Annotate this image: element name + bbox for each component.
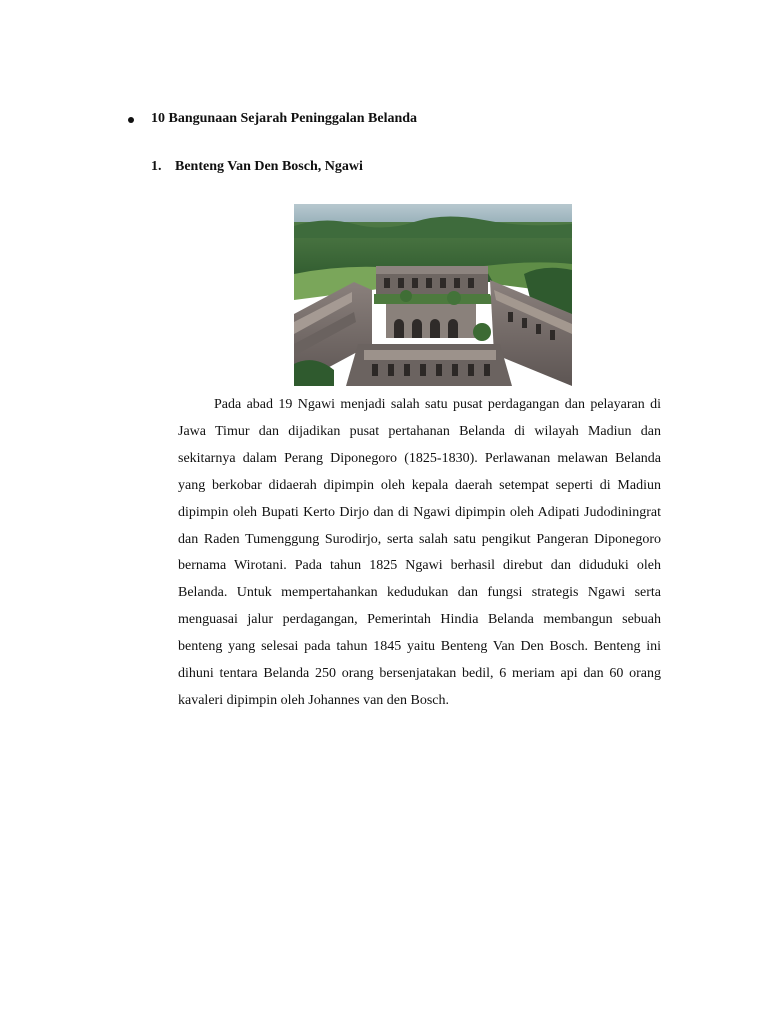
body-paragraph: Pada abad 19 Ngawi menjadi salah satu pusat perdagangan dan pelayaran di Jawa Timur dan dijadikan pusat pertahanan Belanda di wilayah Madiun dan sekitarnya dalam Perang Diponegoro (1825-1830). Perlawanan melawan Belanda yang berkobar didaerah dipimpin oleh kepala daerah setempat seperti di Madiun dipimpin oleh Bupati Kerto Dirjo dan di Ngawi dipimpin oleh Adipati Judodiningrat dan Raden Tumenggung Surodirjo, serta salah satu pengikut Pangeran Diponegoro bernama Wirotani. Pada tahun 1825 Ngawi berhasil direbut dan diduduki oleh Belanda. Untuk mempertahankan kedudukan dan fungsi strategis Ngawi serta menguasai jalur perdagangan, Pemerintah Hindia Belanda membangun sebuah benteng yang selesai pada tahun 1845 yaitu Benteng Van Den Bosch. Benteng ini dihuni tentara Belanda 250 orang bersenjatakan bedil, 6 meriam api dan 60 orang kavaleri dipimpin oleh Johannes van den Bosch. (178, 397, 661, 708)
section-heading (128, 111, 417, 127)
item-title: Benteng Van Den Bosch, Ngawi (175, 159, 363, 174)
fort-aerial-image (294, 204, 572, 386)
section-heading-text: 10 Bangunaan Sejarah Peninggalan Belanda (151, 111, 418, 126)
item-number: 1. (151, 159, 162, 174)
fort-photo (294, 204, 572, 386)
bullet-icon (128, 117, 134, 123)
item-heading (151, 159, 363, 175)
